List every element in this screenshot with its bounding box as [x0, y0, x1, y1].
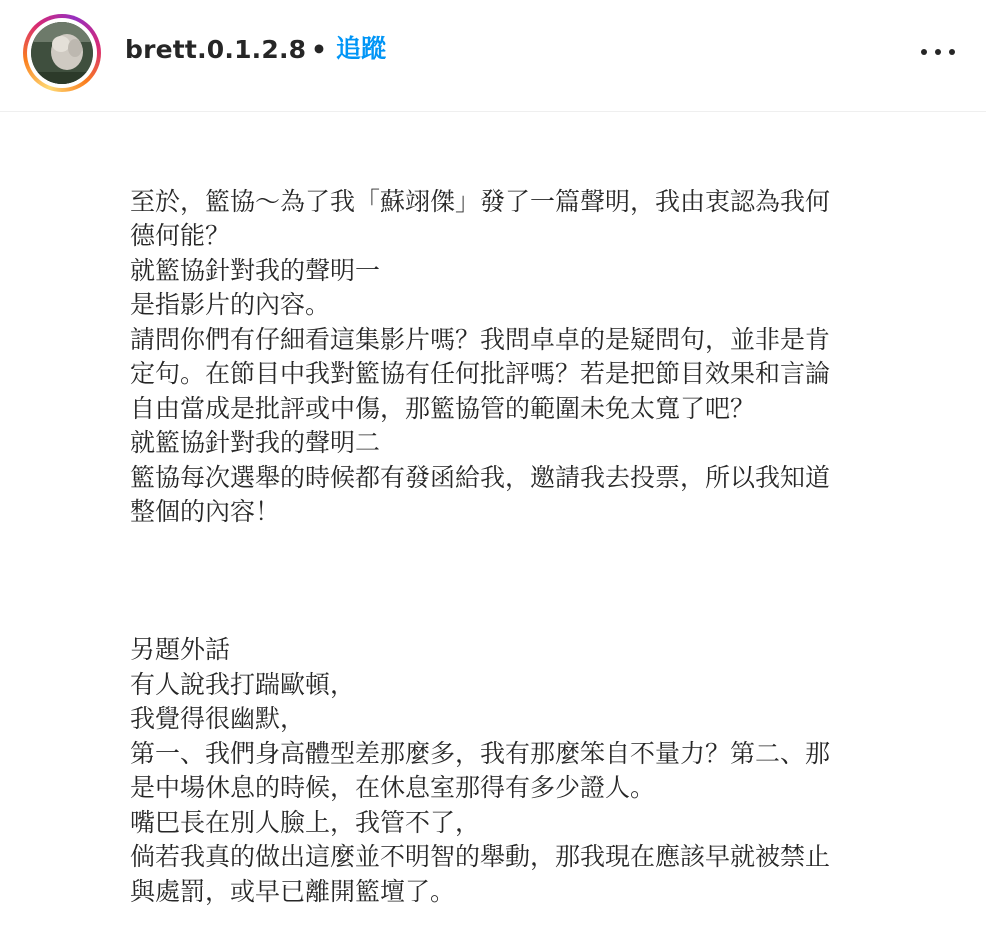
- avatar-border: [27, 18, 97, 88]
- post-header: [0, 0, 986, 112]
- story-ring[interactable]: [23, 14, 101, 92]
- avatar-photo-icon: [31, 22, 93, 84]
- avatar[interactable]: [31, 22, 93, 84]
- username[interactable]: brett.0.1.2.8: [125, 35, 307, 64]
- caption-paragraph: 至於，籃協～為了我「蘇翊傑」發了一篇聲明，我由衷認為我何 德何能？ 就籃協針對我的聲明一 是指影片的內容。 請問你們有仔細看這集影片嗎？我問卓卓的是疑問句，並非是肯 定句。在節目中我對籃協有任何批評嗎？若是把節目效果和言論 自由當成是批評或中傷，那籃協管的範圍未免太寬了吧？ 就籃協針對我的聲明二 籃協每次選舉的時候都有發函給我，邀請我去投票，所以我知道 整個的內容！: [130, 186, 831, 526]
- more-dot: [935, 49, 941, 55]
- separator-dot: •: [311, 35, 327, 64]
- caption-blank-line: [130, 564, 930, 599]
- more-options-icon[interactable]: [918, 36, 958, 66]
- caption-paragraph: 另題外話 有人說我打踹歐頓， 我覺得很幽默， 第一、我們身高體型差那麼多，我有那麼笨自不量力？第二、那 是中場休息的時候，在休息室那得有多少證人。 嘴巴長在別人臉上，我管不了， 倘若我真的做出這麼並不明智的舉動，那我現在應該早就被禁止 與處罰，或早已離開籃壇了。: [130, 635, 831, 906]
- follow-button[interactable]: 追蹤: [336, 34, 387, 63]
- more-dot: [921, 49, 927, 55]
- more-dot: [949, 49, 955, 55]
- post-caption: [130, 150, 930, 944]
